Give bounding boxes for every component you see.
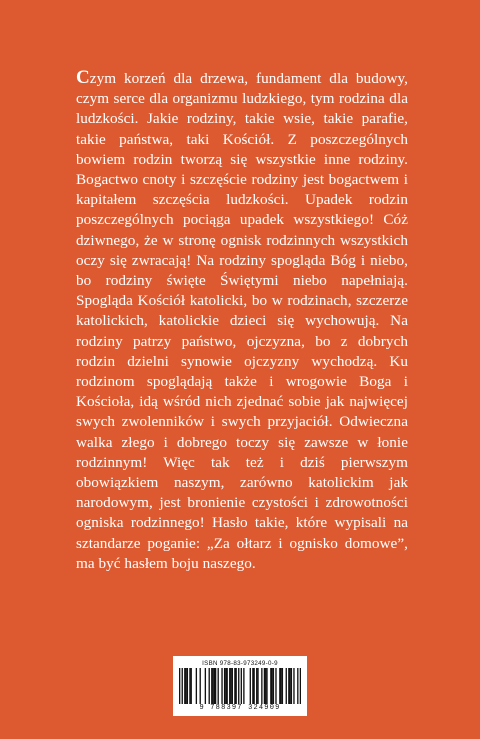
barcode-digits: 9 788397 324909	[199, 704, 281, 712]
isbn-barcode	[173, 656, 307, 716]
barcode-bar	[273, 668, 274, 704]
blurb-body: zym korzeń dla drzewa, fundament dla budowy, czym serce dla organizmu ludzkiego, tym rodzina dla ludzkości. Jakie rodziny, takie wsie, takie parafie, takie państwa, taki Kościół. Z poszczególnych bowiem rodzin tworzą się wszystkie inne rodziny. Bogactwo cnoty i szczęście rodziny jest bogactwem i kapitałem szczęścia ludzkości. Upadek rodzin poszczególnych pociąga upadek wszystkiego! Cóż dziwnego, że w stronę ognisk rodzinnych wszystkich oczy się zwracają! Na rodziny spogląda Bóg i niebo, bo rodziny święte Świętymi niebo napełniają. Spogląda Kościół katolicki, bo w rodzinach, szczerze katolickich, katolickie dzieci się wychowują. Na rodziny patrzy państwo, ojczyzna, bo z dobrych rodzin dzielni synowie ojczyzny wychodzą. Ku rodzinom spoglądają także i wrogowie Boga i Kościoła, idą wśród nich zjednać sobie jak najwięcej swych zwolenników i swych przyjaciół. Odwieczna walka złego i dobrego toczy się zawsze w łonie rodzinnym! Więc tak też i dziś pierwszym obowiązkiem naszym, zarówno katolickim jak narodowym, jest bronienie czystości i zdrowotności ogniska rodzinnego! Hasło takie, które wypisali na sztandarze poganie: „Za ołtarz i ognisko domowe”, ma być hasłem boju naszego.	[76, 70, 408, 572]
barcode-bar	[257, 668, 258, 704]
barcode-bar	[187, 668, 188, 704]
barcode-bar	[264, 668, 265, 704]
barcode-bar	[238, 668, 239, 704]
barcode-bars	[179, 668, 301, 704]
barcode-bar	[293, 668, 294, 704]
barcode-bar	[236, 668, 237, 704]
barcode-bar	[252, 668, 253, 704]
barcode-bar	[221, 668, 222, 704]
barcode-bar	[215, 668, 216, 704]
barcode-bar	[275, 668, 276, 704]
barcode-bar	[182, 668, 183, 704]
barcode-bar	[200, 668, 201, 704]
barcode-bar	[212, 668, 213, 704]
barcode-bar	[286, 668, 287, 704]
isbn-label: ISBN 978-83-973249-0-9	[202, 660, 278, 667]
barcode-bar	[279, 668, 280, 704]
barcode-bar	[253, 668, 254, 704]
barcode-bar	[288, 668, 289, 704]
barcode-bar	[214, 668, 215, 704]
barcode-bar	[211, 668, 212, 704]
barcode-bar	[271, 668, 272, 704]
barcode-bar	[289, 668, 290, 704]
barcode-bar	[185, 668, 186, 704]
barcode-bar	[256, 668, 257, 704]
barcode-bar	[297, 668, 298, 704]
barcode-bar	[224, 668, 225, 704]
barcode-bar	[230, 668, 231, 704]
barcode-bar	[229, 668, 230, 704]
barcode-bar	[227, 668, 228, 704]
barcode-bar	[266, 668, 267, 704]
barcode-bar	[225, 668, 226, 704]
barcode-bar	[291, 668, 292, 704]
barcode-bar	[270, 668, 271, 704]
barcode-bar	[261, 668, 262, 704]
barcode-bar	[196, 668, 197, 704]
barcode-bar	[189, 668, 190, 704]
barcode-bar	[184, 668, 185, 704]
barcode-bar	[191, 668, 192, 704]
barcode-bar	[205, 668, 206, 704]
barcode-bar	[232, 668, 233, 704]
blurb-paragraph	[76, 68, 408, 574]
barcode-bar	[243, 668, 244, 704]
dropcap-letter: C	[76, 67, 90, 88]
barcode-bar	[218, 668, 219, 704]
barcode-bar	[265, 668, 266, 704]
barcode-bar	[280, 668, 281, 704]
barcode-bar	[300, 668, 301, 704]
barcode-bar	[179, 668, 180, 704]
barcode-bar	[282, 668, 283, 704]
blurb-text	[76, 68, 408, 574]
barcode-bar	[241, 668, 242, 704]
barcode-bar	[234, 668, 235, 704]
barcode-bar	[209, 668, 210, 704]
barcode-bar	[250, 668, 251, 704]
